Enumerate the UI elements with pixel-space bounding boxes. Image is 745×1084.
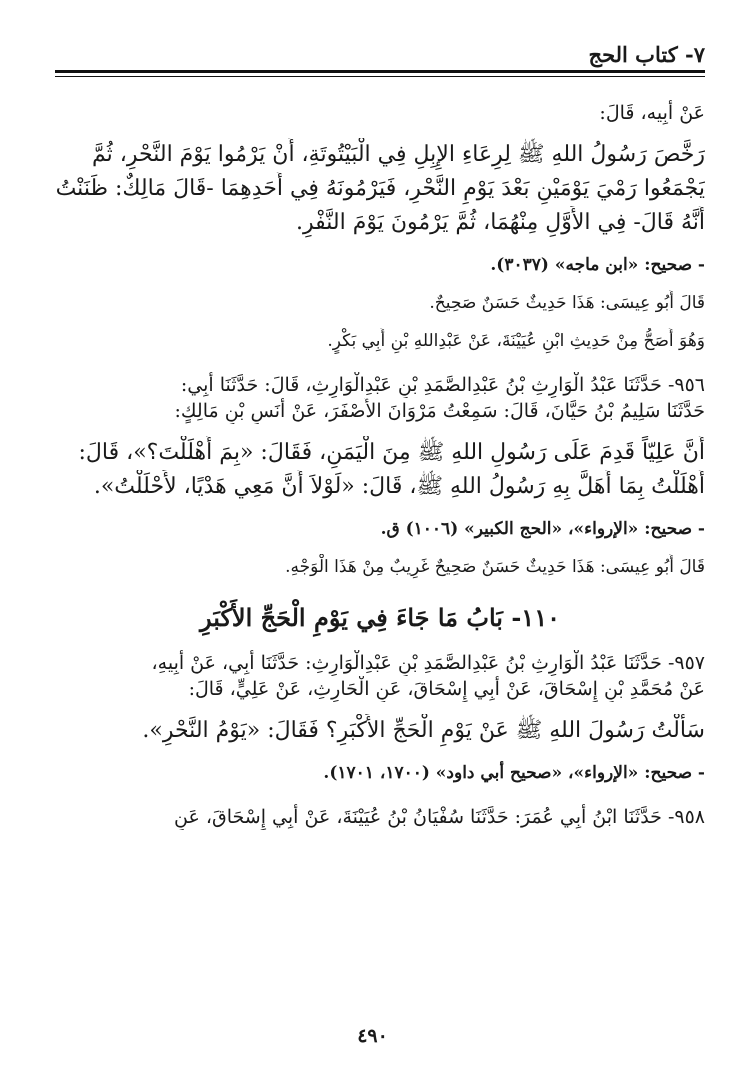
text-line: قَالَ أَبُو عِيسَى: هَذَا حَدِيثٌ حَسَنٌ صَحِيحٌ غَرِيبٌ مِنْ هَذَا الْوَجْهِ. <box>285 557 705 577</box>
text-line: ٩٥٨- حَدَّثَنَا ابْنُ أَبِي عُمَرَ: حَدَّثَنَا سُفْيَانُ بْنُ عُيَيْنَةَ، عَنْ أَبِي إِسْحَاقَ، عَنِ <box>174 806 705 828</box>
isnad-block <box>55 100 705 126</box>
isnad-block <box>55 372 705 424</box>
page-number: ٤٩٠ <box>357 1025 388 1047</box>
text-line: وَهُوَ أَصَحُّ مِنْ حَدِيثِ ابْنِ عُيَيْنَةَ، عَنْ عَبْدِاللهِ بْنِ أَبِي بَكْرٍ. <box>327 331 705 351</box>
text-line: يَجْمَعُوا رَمْيَ يَوْمَيْنِ بَعْدَ يَوْمِ النَّحْرِ، فَيَرْمُونَهُ فِي أَحَدِهِمَا -قَالَ مَالِكٌ: ظَنَنْتُ <box>55 176 705 201</box>
text-line: رَخَّصَ رَسُولُ اللهِ ﷺ لِرِعَاءِ الإِبِلِ فِي الْبَيْتُوتَةِ، أَنْ يَرْمُوا يَوْمَ النَّحْرِ، ثُمَّ <box>92 142 705 167</box>
text-line: قَالَ أَبُو عِيسَى: هَذَا حَدِيثٌ حَسَنٌ صَحِيحٌ. <box>429 293 705 313</box>
isnad-block <box>55 804 705 830</box>
grading-note <box>55 252 705 278</box>
text-line: ٩٥٦- حَدَّثَنَا عَبْدُ الْوَارِثِ بْنُ عَبْدِالصَّمَدِ بْنِ عَبْدِالْوَارِثِ، قَالَ: حَدَّثَنَا أَبِي: <box>180 374 705 396</box>
main-text <box>55 100 705 830</box>
hadith-text <box>55 436 705 504</box>
grading-note <box>55 760 705 786</box>
hadith-text <box>55 714 705 748</box>
author-comment <box>55 290 705 354</box>
author-comment <box>55 554 705 580</box>
text-line: أَهْلَلْتُ بِمَا أَهَلَّ بِهِ رَسُولُ اللهِ ﷺ، قَالَ: «لَوْلاَ أَنَّ مَعِي هَدْيًا، لأَحْلَلْتُ». <box>93 474 705 499</box>
text-line: عَنْ أَبِيه، قَالَ: <box>599 102 705 124</box>
text-line: - صحيح: «الإرواء»، «الحج الكبير» (١٠٠٦) ق. <box>380 519 705 539</box>
text-line: حَدَّثَنَا سَلِيمُ بْنُ حَيَّانَ، قَالَ: سَمِعْتُ مَرْوَانَ الأَصْفَرَ، عَنْ أَنَسِ بْنِ مَالِكٍ: <box>174 400 705 422</box>
grading-note <box>55 516 705 542</box>
hadith-text <box>55 138 705 240</box>
text-line: أَنَّ عَلِيّاً قَدِمَ عَلَى رَسُولِ اللهِ ﷺ مِنَ الْيَمَنِ، فَقَالَ: «بِمَ أَهْلَلْتَ؟»، قَالَ: <box>78 440 705 465</box>
text-line: ٩٥٧- حَدَّثَنَا عَبْدُ الْوَارِثِ بْنُ عَبْدِالصَّمَدِ بْنِ عَبْدِالْوَارِثِ: حَدَّثَنَا أَبِي، عَنْ أَبِيهِ، <box>151 652 705 674</box>
text-line: أَنَّهُ قَالَ- فِي الأَوَّلِ مِنْهُمَا، ثُمَّ يَرْمُونَ يَوْمَ النَّفْرِ. <box>296 210 705 235</box>
text-line: - صحيح: «ابن ماجه» (٣٠٣٧). <box>490 255 705 275</box>
book-title: ٧- كتاب الحج <box>588 42 705 67</box>
text-line: عَنْ مُحَمَّدِ بْنِ إِسْحَاقَ، عَنْ أَبِي إِسْحَاقَ، عَنِ الْحَارِثِ، عَنْ عَلِيٍّ، قَالَ: <box>188 678 705 700</box>
chapter-heading: ١١٠- بَابُ مَا جَاءَ فِي يَوْمِ الْحَجِّ الأَكْبَرِ <box>200 603 560 632</box>
isnad-block <box>55 650 705 702</box>
text-line: سَأَلْتُ رَسُولَ اللهِ ﷺ عَنْ يَوْمِ الْحَجِّ الأَكْبَرِ؟ فَقَالَ: «يَوْمُ النَّحْرِ». <box>142 718 705 743</box>
header-rule-thin <box>55 76 705 77</box>
header-rule-thick <box>55 70 705 73</box>
text-line: - صحيح: «الإرواء»، «صحيح أبي داود» (١٧٠٠، ١٧٠١). <box>323 763 705 783</box>
